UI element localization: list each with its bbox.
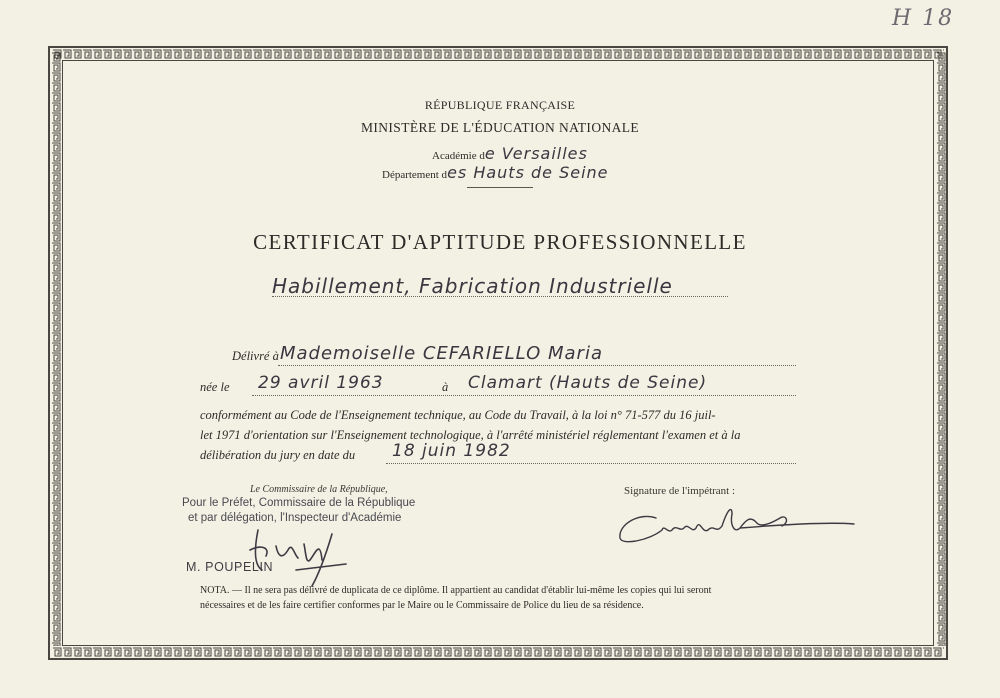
academie-row xyxy=(432,144,588,163)
academie-value: e Versailles xyxy=(484,144,588,163)
birth-date: 29 avril 1963 xyxy=(258,373,384,393)
speciality-underline xyxy=(272,296,728,297)
border-pattern-right xyxy=(936,52,946,646)
departement-label: Département d xyxy=(382,169,448,181)
nota-block xyxy=(200,583,800,613)
birth-underline xyxy=(252,395,796,396)
nota-text-1: Il ne sera pas délivré de duplicata de ce diplôme. Il appartient au candidat d'établir lui-même les copies qui lui seront xyxy=(244,585,712,596)
birth-at-label: à xyxy=(442,380,449,394)
nota-line-2: nécessaires et de les faire certifier conformes par le Maire ou le Commissaire de Police du lieu de sa résidence. xyxy=(200,600,644,611)
commissioner-name: M. POUPELIN xyxy=(186,560,274,574)
border-pattern-top xyxy=(52,49,944,59)
border-pattern-left xyxy=(51,52,61,646)
header-divider xyxy=(467,187,533,188)
legal-text-line-2: let 1971 d'orientation sur l'Enseignement technologique, à l'arrêté ministériel réglementant l'examen et à la xyxy=(200,428,741,442)
academie-label: Académie d xyxy=(432,150,485,162)
candidate-signature-label: Signature de l'impétrant : xyxy=(624,485,736,497)
candidate-signature xyxy=(610,494,860,554)
departement-row xyxy=(382,163,609,182)
speciality-handwritten: Habillement, Fabrication Industrielle xyxy=(272,274,673,298)
republic-heading: RÉPUBLIQUE FRANÇAISE xyxy=(424,98,576,112)
legal-text-line-3: délibération du jury en date du xyxy=(200,448,356,462)
delivered-label: Délivré à xyxy=(232,349,279,363)
nota-label: NOTA. — xyxy=(200,585,242,596)
certificate-title: CERTIFICAT D'APTITUDE PROFESSIONNELLE xyxy=(253,230,747,254)
delegation-stamp-line-2: et par délégation, l'Inspecteur d'Académie xyxy=(188,512,402,524)
commissioner-title: Le Commissaire de la République, xyxy=(250,484,388,495)
border-pattern-bottom xyxy=(52,647,944,657)
delegation-stamp-line-1: Pour le Préfet, Commissaire de la République xyxy=(182,497,416,509)
departement-value: es Hauts de Seine xyxy=(447,163,609,182)
nota-line-1 xyxy=(200,583,800,598)
legal-text-line-1: conformément au Code de l'Enseignement technique, au Code du Travail, à la loi n° 71-577 du 16 juil- xyxy=(200,408,716,422)
birth-place: Clamart (Hauts de Seine) xyxy=(468,373,708,393)
born-label: née le xyxy=(200,380,230,394)
recipient-underline xyxy=(278,365,796,366)
recipient-name: Mademoiselle CEFARIELLO Maria xyxy=(280,343,603,364)
official-signature xyxy=(236,520,356,590)
jury-date-underline xyxy=(386,463,796,464)
ministry-heading: MINISTÈRE DE L'ÉDUCATION NATIONALE xyxy=(360,120,640,135)
archive-reference-note: H 18 xyxy=(892,6,955,31)
jury-date: 18 juin 1982 xyxy=(392,441,511,461)
